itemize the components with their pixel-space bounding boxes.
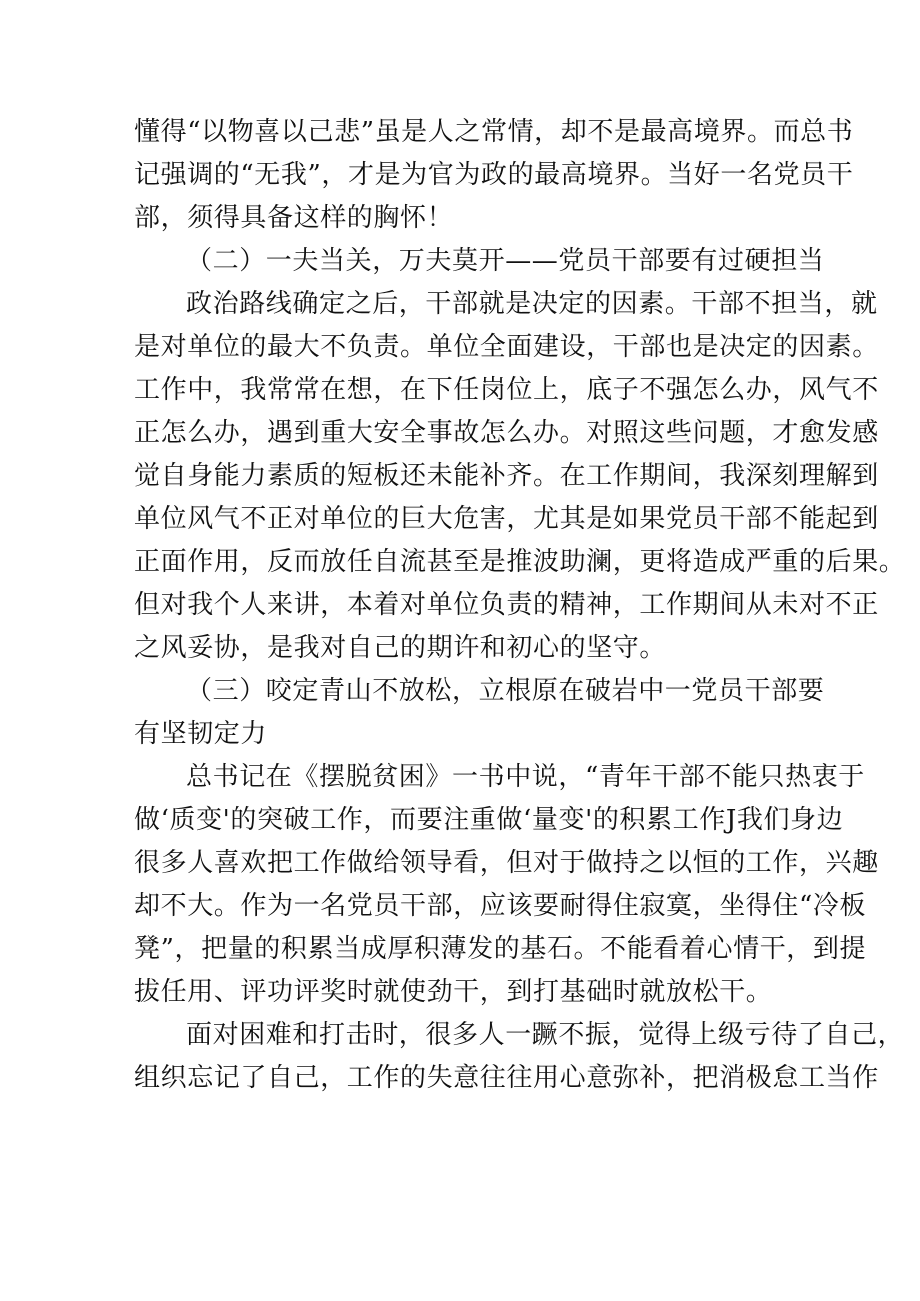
text-line: 觉自身能力素质的短板还未能补齐。在工作期间，我深刻理解到 [134,461,879,491]
text-line: 做‘质变'的突破工作，而要注重做‘量变'的积累工作J我们身边 [134,805,844,835]
text-line: 但对我个人来讲，本着对单位负责的精神，工作期间从未对不正 [134,590,879,620]
section-heading-continued: 有坚韧定力 [134,719,268,749]
text-line: 政治路线确定之后，干部就是决定的因素。干部不担当，就 [186,289,878,319]
text-line: 拔任用、评功评奖时就使劲干，到打基础时就放松干。 [134,977,773,1007]
text-line: 部，须得具备这样的胸怀！ [134,203,454,233]
text-line: 懂得“以物喜以己悲”虽是人之常情，却不是最高境界。而总书 [134,117,854,147]
text-line: 正面作用，反而放任自流甚至是推波助澜，更将造成严重的后果。 [134,547,906,577]
text-line: 记强调的“无我”，才是为官为政的最高境界。当好一名党员干 [134,160,854,190]
section-heading: （三）咬定青山不放松，立根原在破岩中一党员干部要 [186,676,825,706]
text-line: 却不大。作为一名党员干部，应该要耐得住寂寞，坐得住“冷板 [134,891,867,921]
text-line: 组织忘记了自己，工作的失意往往用心意弥补，把消极怠工当作 [134,1063,879,1093]
text-line: 工作中，我常常在想，在下任岗位上，底子不强怎么办，风气不 [134,375,879,405]
text-line: 凳”，把量的积累当成厚积薄发的基石。不能看着心情干，到提 [134,934,867,964]
section-heading: （二）一夫当关，万夫莫开——党员干部要有过硬担当 [186,246,825,276]
text-line: 正怎么办，遇到重大安全事故怎么办。对照这些问题，才愈发感 [134,418,879,448]
text-line: 很多人喜欢把工作做给领导看，但对于做持之以恒的工作，兴趣 [134,848,879,878]
text-line: 之风妥协，是我对自己的期许和初心的坚守。 [134,633,667,663]
text-line: 面对困难和打击时，很多人一蹶不振，觉得上级亏待了自己， [186,1020,905,1050]
text-line: 单位风气不正对单位的巨大危害，尤其是如果党员干部不能起到 [134,504,879,534]
text-line: 是对单位的最大不负责。单位全面建设，干部也是决定的因素。 [134,332,879,362]
text-line: 总书记在《摆脱贫困》一书中说，“青年干部不能只热衷于 [186,762,865,792]
document-body [134,111,906,1100]
